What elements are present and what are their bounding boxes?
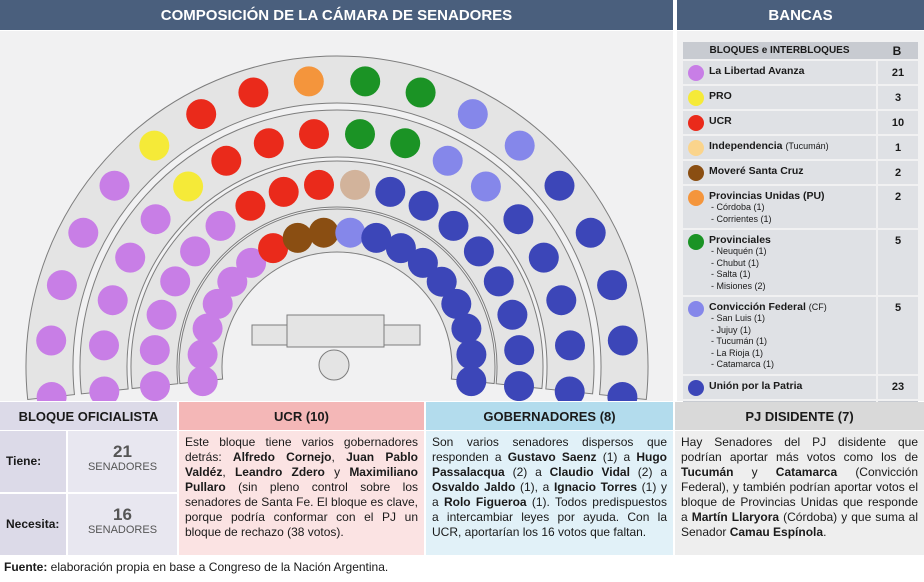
blocks-table (683, 40, 918, 421)
tiene-label: Tiene: (0, 431, 66, 492)
seat-lla (100, 171, 130, 201)
seat-gray_seat (340, 170, 370, 200)
block-sub-item: - Catamarca (1) (711, 359, 775, 369)
pj-body: Hay Senadores del PJ disidente que podrían aportar más votos como los de Tucumán y Catamarca (Convicción Federal), y también podrían aportar votos el bloque de Provincias Unidas que responde a Martín Llaryora (Córdoba) y que suma al Senador Camau Espínola. (675, 431, 924, 555)
seat-uxp (497, 300, 527, 330)
seat-movere (309, 218, 339, 248)
seat-uxp (597, 270, 627, 300)
hemicycle-diagram (0, 31, 673, 401)
block-color-dot (688, 115, 704, 131)
block-name: Independencia (709, 140, 783, 152)
block-seats: 5 (876, 297, 918, 374)
block-seats: 2 (876, 186, 918, 228)
seat-lla (98, 285, 128, 315)
seat-lla (160, 266, 190, 296)
block-seats: 3 (876, 86, 918, 109)
block-row-provinciales (683, 230, 918, 295)
seat-lla (140, 335, 170, 365)
seat-uxp (546, 285, 576, 315)
seat-uxp (456, 366, 486, 396)
block-row-lla (683, 61, 918, 84)
block-seats: 21 (876, 61, 918, 84)
block-sub-item: - La Rioja (1) (711, 347, 764, 358)
blocks-table-header (683, 42, 918, 59)
block-seats: 10 (876, 111, 918, 134)
tiene-value-box (68, 431, 177, 492)
seat-ucr (304, 170, 334, 200)
necesita-label: Necesita: (0, 494, 66, 555)
seat-lla (188, 340, 218, 370)
block-name: Moveré Santa Cruz (709, 165, 804, 177)
block-color-dot (688, 190, 704, 206)
seat-ucr (186, 99, 216, 129)
block-row-ucr (683, 111, 918, 134)
gobernadores-title: GOBERNADORES (8) (426, 402, 673, 430)
block-color-dot (688, 301, 704, 317)
block-color-dot (688, 380, 704, 396)
block-name: Provincias Unidas (PU) (709, 190, 825, 202)
seats-title: BANCAS (677, 0, 924, 30)
block-row-uxp (683, 376, 918, 399)
block-row-independencia (683, 136, 918, 159)
block-name: Provinciales (709, 234, 771, 246)
seat-uxp (608, 326, 638, 356)
block-color-dot (688, 90, 704, 106)
seat-lla (47, 270, 77, 300)
block-color-dot (688, 234, 704, 250)
presidency-desk (252, 315, 420, 380)
block-row-pu (683, 186, 918, 228)
hemicycle-svg (0, 31, 673, 401)
block-sub-item: - Corrientes (1) (711, 213, 772, 224)
seat-uxp (456, 340, 486, 370)
seat-cf (458, 99, 488, 129)
seat-uxp (439, 211, 469, 241)
seat-provinciales (390, 128, 420, 158)
chamber-title: COMPOSICIÓN DE LA CÁMARA DE SENADORES (0, 0, 673, 30)
ucr-title: UCR (10) (179, 402, 424, 430)
block-row-cf (683, 297, 918, 374)
seat-provinciales (350, 66, 380, 96)
necesita-row (0, 494, 177, 555)
seat-cf (505, 131, 535, 161)
seat-ucr (235, 191, 265, 221)
block-sub-item: - San Luis (1) (711, 313, 766, 323)
block-color-dot (688, 140, 704, 156)
seat-pu (294, 66, 324, 96)
seat-ucr (211, 146, 241, 176)
seat-lla (206, 211, 236, 241)
seat-uxp (576, 218, 606, 248)
tiene-row (0, 431, 177, 492)
block-sub-item: - Córdoba (1) (711, 202, 765, 212)
block-sub-item: - Chubut (1) (711, 257, 760, 268)
block-name: Unión por la Patria (709, 379, 803, 392)
block-color-dot (688, 65, 704, 81)
seat-uxp (529, 243, 559, 273)
seat-pro (173, 172, 203, 202)
block-seats: 23 (876, 376, 918, 399)
block-seats: 2 (876, 161, 918, 184)
seat-uxp (545, 171, 575, 201)
gobernadores-body: Son varios senadores dispersos que responden a Gustavo Saenz (1) a Hugo Passalacqua (2) a Claudio Vidal (2) a Osvaldo Jaldo (1), a Ignacio Torres (1) y a Rolo Figueroa (1). Todos predispuestos a intercambiar leyes por ayuda. Con la UCR, aportarían los 16 votos que faltan. (426, 431, 673, 555)
col-bloques: BLOQUES e INTERBLOQUES (683, 42, 876, 59)
necesita-value-box (68, 494, 177, 555)
block-color-dot (688, 165, 704, 181)
seat-uxp (451, 314, 481, 344)
seat-provinciales (406, 78, 436, 108)
tiene-value: 21 (113, 442, 132, 461)
seat-cf (335, 218, 365, 248)
seat-ucr (269, 177, 299, 207)
seat-lla (188, 366, 218, 396)
seat-lla (89, 330, 119, 360)
seat-cf (433, 146, 463, 176)
necesita-unit: SENADORES (87, 524, 158, 536)
ucr-body: Este bloque tiene varios gobernadores detrás: Alfredo Cornejo, Juan Pablo Valdéz, Leandro Zdero y Maximiliano Pullaro (sin pleno control sobre los senadores de Santa Fe. El bloque es clave, porque podría conformar con el PJ un bloque de rechazo (38 votos). (179, 431, 424, 555)
seat-pro (139, 131, 169, 161)
seat-uxp (484, 266, 514, 296)
block-row-movere (683, 161, 918, 184)
seat-uxp (503, 204, 533, 234)
seat-uxp (555, 330, 585, 360)
block-seats: 5 (876, 230, 918, 295)
seat-uxp (409, 191, 439, 221)
seat-uxp (375, 177, 405, 207)
seats-panel (677, 31, 924, 401)
seat-lla (147, 300, 177, 330)
seat-lla (180, 236, 210, 266)
seat-ucr (238, 78, 268, 108)
block-sub-item: - Jujuy (1) (711, 324, 752, 335)
pj-title: PJ DISIDENTE (7) (675, 402, 924, 430)
seat-lla (68, 218, 98, 248)
seat-lla (115, 243, 145, 273)
seat-provinciales (345, 119, 375, 149)
block-note: (CF) (808, 302, 827, 312)
block-sub-item: - Salta (1) (711, 269, 751, 279)
seat-ucr (254, 128, 284, 158)
block-seats: 1 (876, 136, 918, 159)
seat-ucr (299, 119, 329, 149)
block-name: La Libertad Avanza (709, 65, 805, 77)
oficialista-title: BLOQUE OFICIALISTA (0, 402, 177, 430)
block-sub-item: - Neuquén (1) (711, 246, 767, 256)
block-note: (Tucumán) (785, 141, 829, 151)
seat-uxp (504, 371, 534, 401)
block-name: PRO (709, 90, 732, 102)
col-b: B (876, 42, 918, 59)
seat-uxp (504, 335, 534, 365)
seat-movere (283, 223, 313, 253)
seat-cf (471, 172, 501, 202)
block-name: Convicción Federal (709, 301, 806, 313)
seat-lla (140, 371, 170, 401)
block-name: UCR (709, 115, 732, 127)
source-note: Fuente: elaboración propia en base a Congreso de la Nación Argentina. (4, 560, 389, 574)
block-row-pro (683, 86, 918, 109)
necesita-value: 16 (113, 505, 132, 524)
block-sub-item: - Tucumán (1) (711, 336, 768, 346)
seat-uxp (464, 236, 494, 266)
tiene-unit: SENADORES (87, 461, 158, 473)
seat-lla (36, 326, 66, 356)
block-sub-item: - Misiones (2) (711, 280, 766, 291)
oficialista-body (0, 431, 177, 555)
seat-lla (141, 204, 171, 234)
